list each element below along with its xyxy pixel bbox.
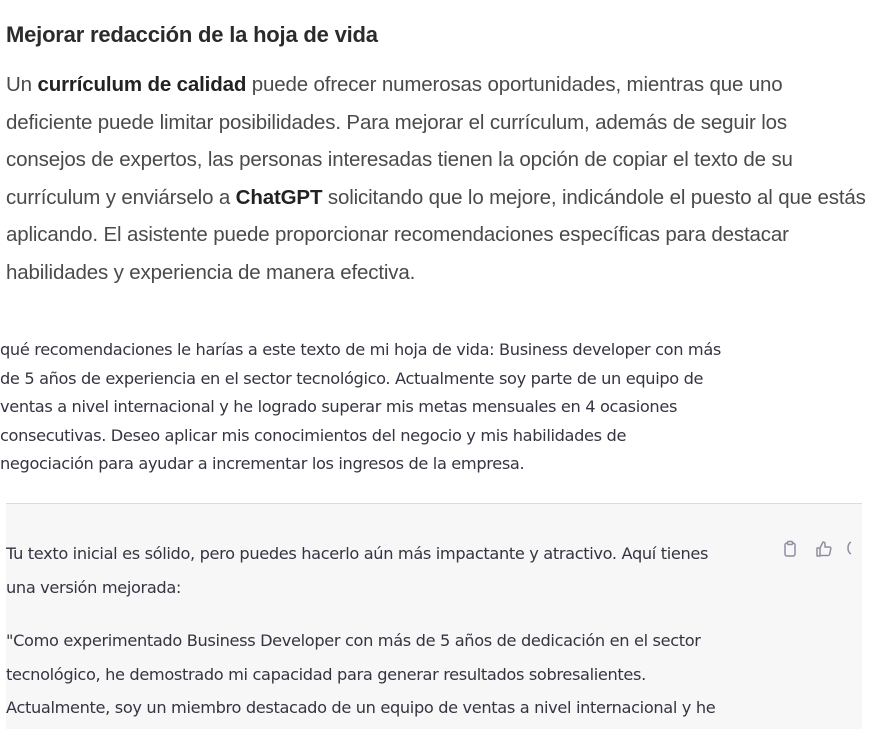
section-heading: Mejorar redacción de la hoja de vida (6, 22, 378, 47)
para-text-3: solicitando que lo mejore, indicándole el puesto al que estás aplicando. El asistente puede proporcionar recomendaciones específicas para destacar habilidades y experiencia de manera efectiva. (6, 185, 866, 284)
user-message-line: ventas a nivel internacional y he logrado superar mis metas mensuales en 4 ocasiones (0, 397, 678, 417)
para-text-2: puede ofrecer numerosas oportunidades, mientras que uno deficiente puede limitar posibilidades. Para mejorar el currículum, además de seguir los consejos de expertos, las personas interesadas tienen la opción de copiar el texto de su currículum y enviárselo a (6, 73, 793, 209)
assistant-message (6, 504, 862, 729)
clipboard-icon[interactable] (780, 539, 800, 559)
assistant-line: "Como experimentado Business Developer con más de 5 años de dedicación en el sector (6, 631, 701, 650)
paragraph-gap (6, 604, 776, 624)
message-actions (780, 539, 862, 559)
thumbs-up-icon[interactable] (814, 539, 834, 559)
assistant-message-text (6, 537, 776, 725)
article-paragraph (6, 66, 872, 292)
user-message-line: de 5 años de experiencia en el sector tecnológico. Actualmente soy parte de un equipo de (0, 368, 704, 388)
user-message-line: negociación para ayudar a incrementar los ingresos de la empresa. (0, 454, 525, 474)
para-bold-chatgpt: ChatGPT (235, 185, 323, 209)
assistant-line: una versión mejorada: (6, 577, 182, 597)
user-message-line: qué recomendaciones le harías a este texto de mi hoja de vida: Business developer con más (0, 340, 722, 359)
para-text-1: Un (6, 73, 38, 96)
para-bold-curriculum: currículum de calidad (37, 73, 247, 96)
assistant-line: Tu texto inicial es sólido, pero puedes hacerlo aún más impactante y atractivo. Aquí tienes (6, 544, 709, 563)
assistant-line: Actualmente, soy un miembro destacado de un equipo de ventas a nivel internacional y he (6, 698, 716, 717)
assistant-line: tecnológico, he demostrado mi capacidad para generar resultados sobresalientes. (6, 664, 646, 684)
chat-screenshot (0, 330, 862, 729)
thumbs-down-icon[interactable] (842, 539, 862, 559)
user-message (0, 336, 790, 479)
user-message-line: consecutivas. Deseo aplicar mis conocimientos del negocio y mis habilidades de (0, 425, 627, 445)
